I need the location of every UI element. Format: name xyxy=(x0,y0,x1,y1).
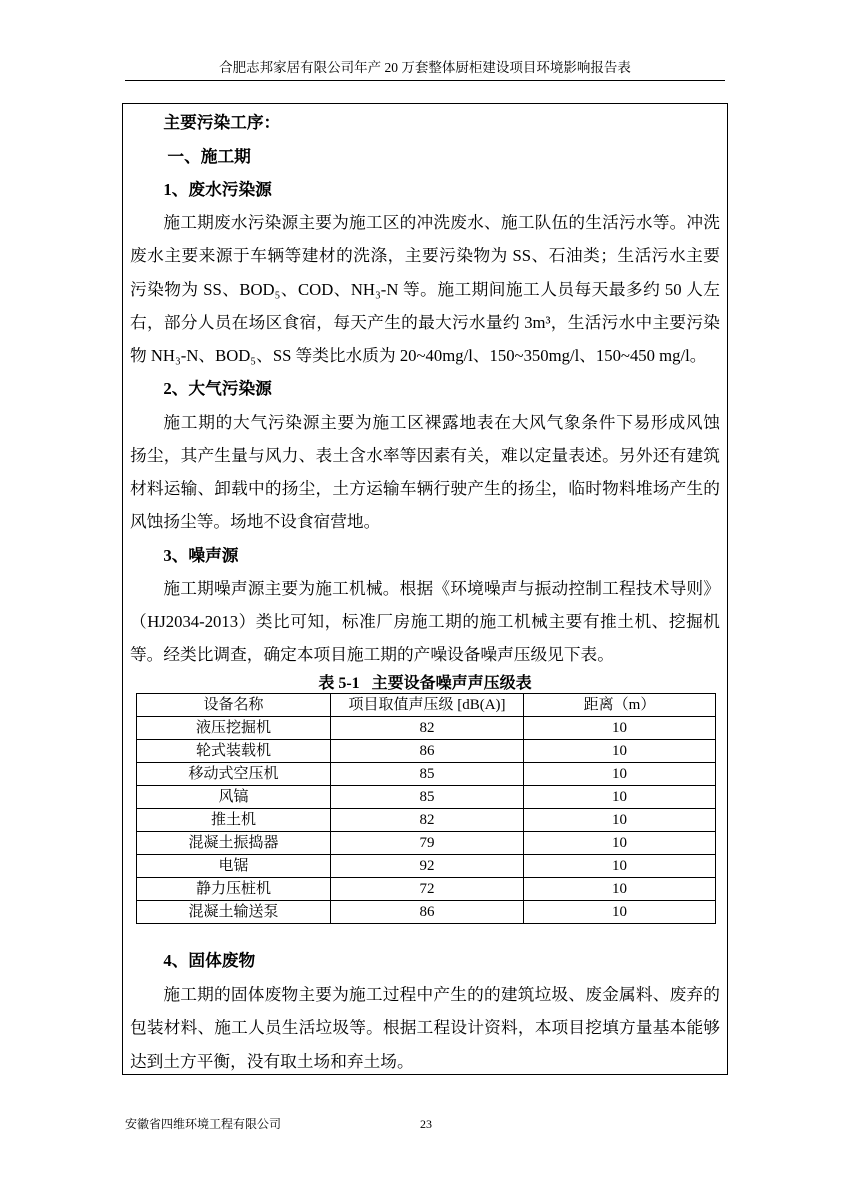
table-row xyxy=(137,740,716,763)
distance-cell: 10 xyxy=(524,740,716,763)
page-header-title: 合肥志邦家居有限公司年产 20 万套整体厨柜建设项目环境影响报告表 xyxy=(219,60,631,75)
paragraph-line: 等。经类比调查，确定本项目施工期的产噪设备噪声压级见下表。 xyxy=(130,645,614,665)
column-header-distance: 距离（m） xyxy=(524,694,716,717)
section-heading-noise: 3、噪声源 xyxy=(163,545,239,565)
section-heading-air: 2、大气污染源 xyxy=(163,379,272,399)
table-row xyxy=(137,809,716,832)
distance-cell: 10 xyxy=(524,855,716,878)
sound-level-cell: 86 xyxy=(331,901,524,924)
paragraph-line: 包装材料、施工人员生活垃圾等。根据工程设计资料，本项目挖填方量基本能够 xyxy=(130,1018,720,1038)
distance-cell: 10 xyxy=(524,878,716,901)
table-row xyxy=(137,763,716,786)
equipment-cell: 液压挖掘机 xyxy=(137,717,331,740)
sound-level-cell: 85 xyxy=(331,786,524,809)
paragraph-line: 风蚀扬尘等。场地不设食宿营地。 xyxy=(130,512,381,532)
paragraph-line: 达到土方平衡，没有取土场和弃土场。 xyxy=(130,1051,414,1071)
main-heading: 主要污染工序： xyxy=(163,113,281,133)
section-heading-wastewater: 1、废水污染源 xyxy=(163,179,272,199)
solid-waste-content xyxy=(130,944,720,1078)
table-row xyxy=(137,786,716,809)
equipment-cell: 风镐 xyxy=(137,786,331,809)
header-rule xyxy=(125,80,725,81)
table-row xyxy=(137,717,716,740)
paragraph-line: （HJ2034-2013）类比可知，标准厂房施工期的施工机械主要有推土机、挖掘机 xyxy=(130,612,720,632)
table-row xyxy=(137,901,716,924)
equipment-cell: 混凝土振捣器 xyxy=(137,832,331,855)
noise-level-table xyxy=(136,693,716,924)
distance-cell: 10 xyxy=(524,717,716,740)
paragraph-line: 污染物为 SS、BOD₅、COD、NH₃-N 等。施工期间施工人员每天最多约 50 人左 xyxy=(130,279,720,299)
table-row xyxy=(137,878,716,901)
section-heading-solid-waste: 4、固体废物 xyxy=(163,951,256,971)
sound-level-cell: 82 xyxy=(331,809,524,832)
table-row xyxy=(137,832,716,855)
equipment-cell: 移动式空压机 xyxy=(137,763,331,786)
sound-level-cell: 85 xyxy=(331,763,524,786)
table-header-row xyxy=(137,694,716,717)
distance-cell: 10 xyxy=(524,809,716,832)
equipment-cell: 电锯 xyxy=(137,855,331,878)
table-row xyxy=(137,855,716,878)
construction-period-content xyxy=(130,106,720,671)
footer-company: 安徽省四维环境工程有限公司 xyxy=(125,1117,282,1131)
paragraph-line: 右，部分人员在场区食宿，每天产生的最大污水量约 3m³，生活污水中主要污染 xyxy=(130,312,720,332)
table-caption: 表 5-1 主要设备噪声声压级表 xyxy=(318,675,532,692)
sound-level-cell: 82 xyxy=(331,717,524,740)
equipment-cell: 混凝土输送泵 xyxy=(137,901,331,924)
distance-cell: 10 xyxy=(524,763,716,786)
paragraph-line: 物 NH₃-N、BOD₅、SS 等类比水质为 20~40mg/l、150~350mg/l、150~450 mg/l。 xyxy=(130,346,707,366)
paragraph-line: 施工期的固体废物主要为施工过程中产生的的建筑垃圾、废金属料、废弃的 xyxy=(163,984,720,1004)
page-number: 23 xyxy=(420,1117,432,1131)
distance-cell: 10 xyxy=(524,786,716,809)
sound-level-cell: 92 xyxy=(331,855,524,878)
paragraph-line: 施工期噪声源主要为施工机械。根据《环境噪声与振动控制工程技术导则》 xyxy=(163,578,720,598)
distance-cell: 10 xyxy=(524,901,716,924)
period-heading: 一、施工期 xyxy=(167,146,251,166)
column-header-sound-level: 项目取值声压级 [dB(A)] xyxy=(331,694,524,717)
paragraph-line: 材料运输、卸载中的扬尘，土方运输车辆行驶产生的扬尘，临时物料堆场产生的 xyxy=(130,479,720,499)
paragraph-line: 施工期的大气污染源主要为施工区裸露地表在大风气象条件下易形成风蚀 xyxy=(163,412,720,432)
paragraph-line: 扬尘，其产生量与风力、表土含水率等因素有关，难以定量表述。另外还有建筑 xyxy=(130,445,720,465)
sound-level-cell: 72 xyxy=(331,878,524,901)
paragraph-line: 施工期废水污染源主要为施工区的冲洗废水、施工队伍的生活污水等。冲洗 xyxy=(163,213,720,233)
paragraph-line: 废水主要来源于车辆等建材的洗涤，主要污染物为 SS、石油类；生活污水主要 xyxy=(130,246,720,266)
equipment-cell: 推土机 xyxy=(137,809,331,832)
equipment-cell: 静力压桩机 xyxy=(137,878,331,901)
sound-level-cell: 86 xyxy=(331,740,524,763)
distance-cell: 10 xyxy=(524,832,716,855)
equipment-cell: 轮式装载机 xyxy=(137,740,331,763)
sound-level-cell: 79 xyxy=(331,832,524,855)
column-header-equipment: 设备名称 xyxy=(137,694,331,717)
